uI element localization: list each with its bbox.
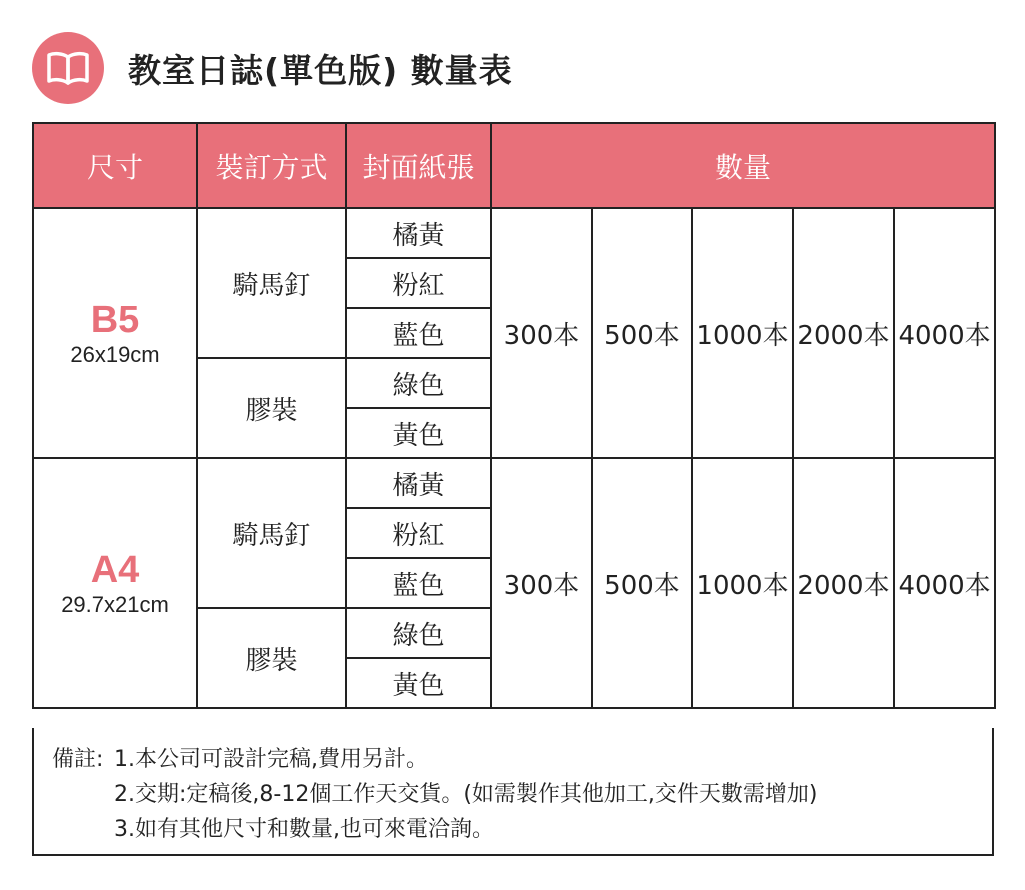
quantity-cell: 2000本 <box>793 458 894 708</box>
title-row <box>32 30 513 106</box>
quantity-table <box>32 122 996 709</box>
note-line <box>52 777 992 812</box>
size-cell-a4 <box>33 458 197 708</box>
quantity-cell: 300本 <box>491 208 592 458</box>
size-name: B5 <box>90 299 140 341</box>
quantity-cell: 500本 <box>592 208 692 458</box>
header-size: 尺寸 <box>33 123 197 208</box>
binding-cell: 膠裝 <box>197 358 346 458</box>
header-cover: 封面紙張 <box>346 123 491 208</box>
cover-cell: 綠色 <box>346 608 491 658</box>
table-row <box>33 208 995 258</box>
binding-cell: 騎馬釘 <box>197 458 346 608</box>
size-cell-b5 <box>33 208 197 458</box>
notes-label: 備註: <box>52 747 104 772</box>
size-dimensions: 29.7x21cm <box>61 592 169 617</box>
cover-cell: 綠色 <box>346 358 491 408</box>
cover-cell: 橘黃 <box>346 458 491 508</box>
cover-cell: 粉紅 <box>346 508 491 558</box>
table-row <box>33 458 995 508</box>
cover-cell: 粉紅 <box>346 258 491 308</box>
size-dimensions: 26x19cm <box>70 342 160 367</box>
note-item: 3.如有其他尺寸和數量,也可來電洽詢。 <box>114 817 494 842</box>
quantity-cell: 1000本 <box>692 458 793 708</box>
table-header-row <box>33 123 995 208</box>
cover-cell: 黃色 <box>346 658 491 708</box>
note-item: 2.交期:定稿後,8-12個工作天交貨。(如需製作其他加工,交件天數需增加) <box>114 782 818 807</box>
open-book-icon <box>32 32 104 104</box>
quantity-cell: 1000本 <box>692 208 793 458</box>
binding-cell: 騎馬釘 <box>197 208 346 358</box>
notes-box <box>32 728 994 856</box>
cover-cell: 橘黃 <box>346 208 491 258</box>
note-line <box>52 742 992 777</box>
note-line <box>52 812 992 847</box>
quantity-cell: 4000本 <box>894 208 995 458</box>
quantity-cell: 300本 <box>491 458 592 708</box>
cover-cell: 黃色 <box>346 408 491 458</box>
binding-cell: 膠裝 <box>197 608 346 708</box>
quantity-cell: 500本 <box>592 458 692 708</box>
page-title: 教室日誌(單色版) 數量表 <box>128 50 513 90</box>
header-binding: 裝訂方式 <box>197 123 346 208</box>
cover-cell: 藍色 <box>346 558 491 608</box>
header-quantity: 數量 <box>491 123 995 208</box>
cover-cell: 藍色 <box>346 308 491 358</box>
quantity-cell: 4000本 <box>894 458 995 708</box>
quantity-cell: 2000本 <box>793 208 894 458</box>
note-item: 1.本公司可設計完稿,費用另計。 <box>114 747 428 772</box>
size-name: A4 <box>90 549 140 591</box>
